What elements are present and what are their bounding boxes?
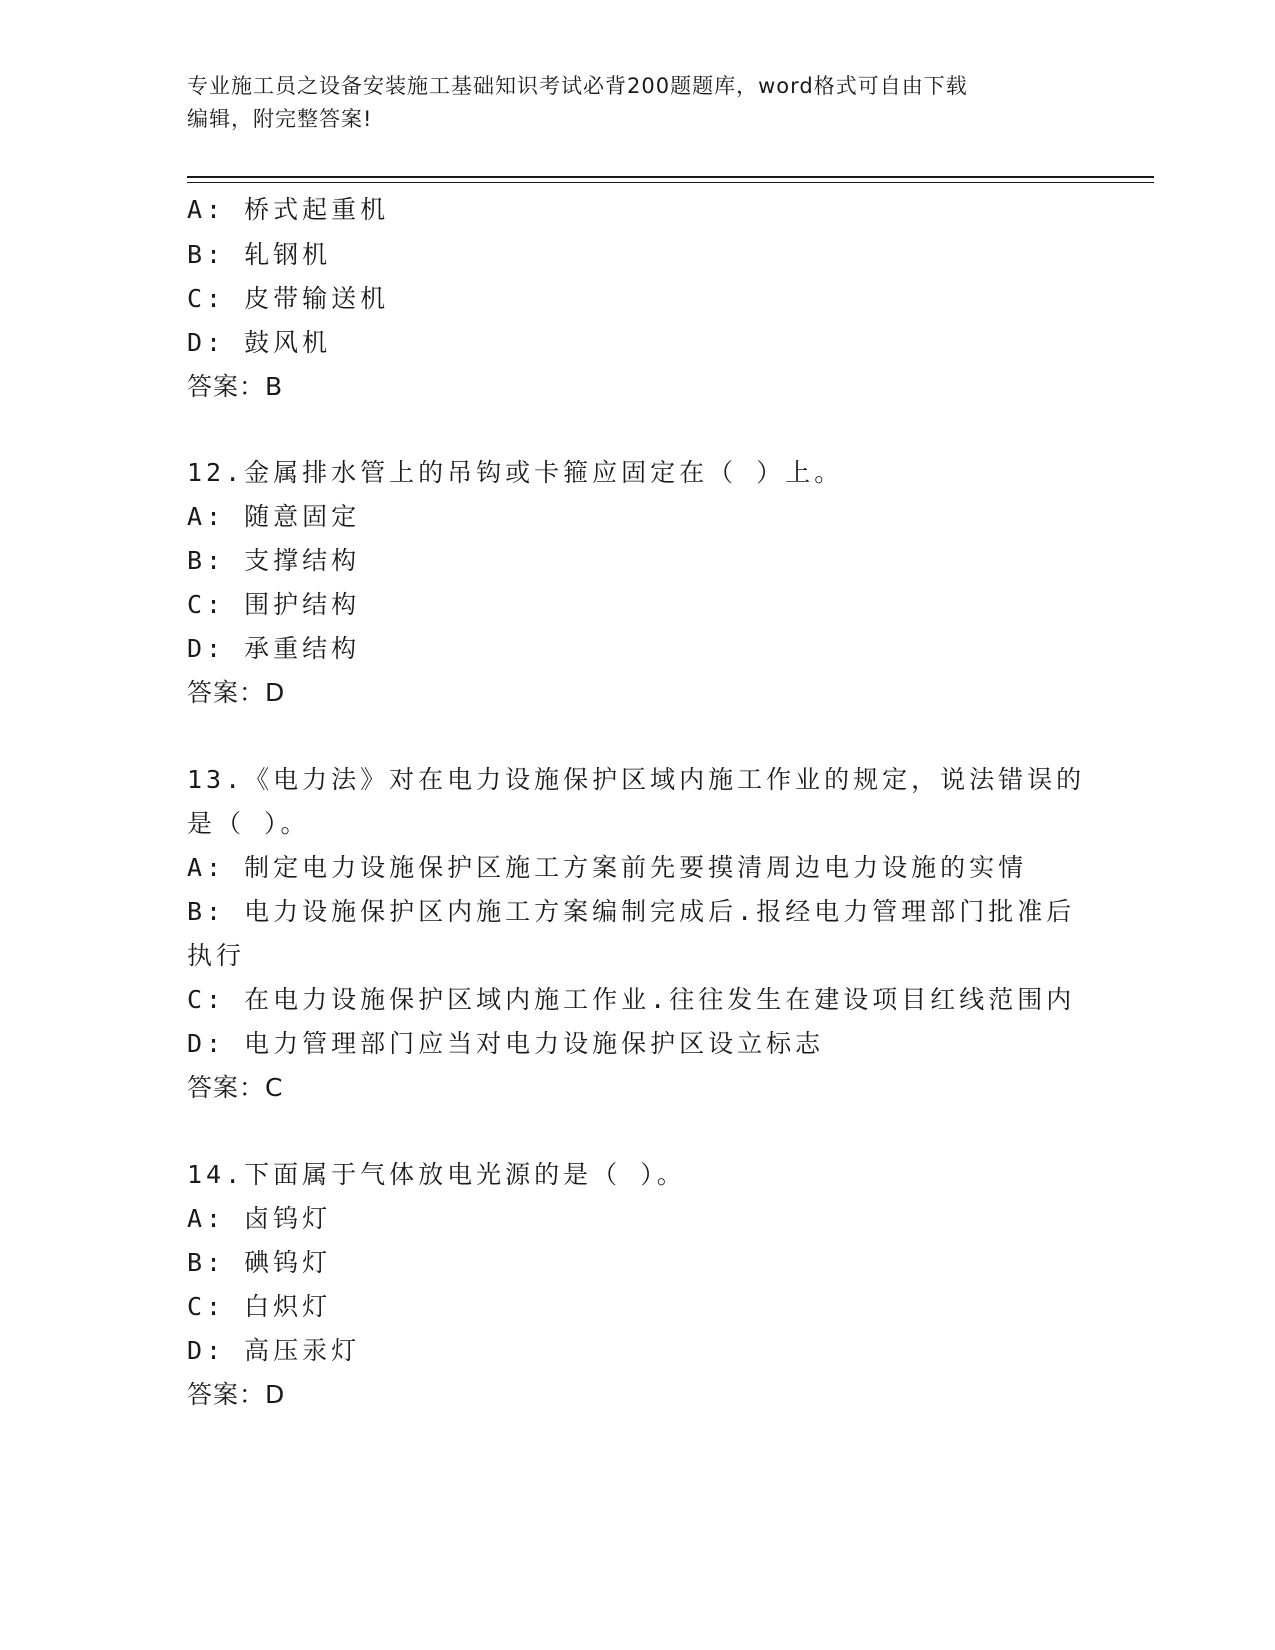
q14-question: 14.下面属于气体放电光源的是（ ）。: [187, 1160, 686, 1189]
q13-question-line-2: 是（ ）。: [187, 809, 310, 838]
q11-option-d: D: 鼓风机: [187, 328, 332, 357]
q12-option-b: B: 支撑结构: [187, 546, 361, 575]
header-line-2: 编辑，附完整答案!: [187, 107, 373, 131]
header-rule: [187, 176, 1154, 178]
q13-option-a: A: 制定电力设施保护区施工方案前先要摸清周边电力设施的实情: [187, 853, 1028, 882]
q12-option-a: A: 随意固定: [187, 502, 361, 531]
q12-question: 12.金属排水管上的吊钩或卡箍应固定在（ ）上。: [187, 458, 844, 487]
q13-option-b-line-2: 执行: [187, 941, 246, 970]
q11-answer: 答案：B: [187, 372, 284, 401]
q13-question-line-1: 13.《电力法》对在电力设施保护区域内施工作业的规定，说法错误的: [187, 765, 1086, 794]
q12-option-d: D: 承重结构: [187, 634, 361, 663]
document-header: [187, 70, 1087, 136]
q14-option-a: A: 卤钨灯: [187, 1204, 332, 1233]
q13-option-b-line-1: B: 电力设施保护区内施工方案编制完成后.报经电力管理部门批准后: [187, 897, 1076, 926]
q11-option-b: B: 轧钢机: [187, 240, 332, 269]
q11-option-c: C: 皮带输送机: [187, 284, 390, 313]
q13-option-d: D: 电力管理部门应当对电力设施保护区设立标志: [187, 1029, 825, 1058]
q12-option-c: C: 围护结构: [187, 590, 361, 619]
header-rule-thin: [187, 182, 1154, 183]
q14-answer: 答案：D: [187, 1380, 286, 1409]
q12-answer: 答案：D: [187, 678, 286, 707]
q14-option-d: D: 高压汞灯: [187, 1336, 361, 1365]
q11-option-a: A: 桥式起重机: [187, 195, 390, 224]
q14-option-c: C: 白炽灯: [187, 1292, 332, 1321]
q13-option-c: C: 在电力设施保护区域内施工作业.往往发生在建设项目红线范围内: [187, 985, 1076, 1014]
q13-answer: 答案：C: [187, 1073, 284, 1102]
q14-option-b: B: 碘钨灯: [187, 1248, 332, 1277]
header-line-1: 专业施工员之设备安装施工基础知识考试必背200题题库，word格式可自由下载: [187, 74, 968, 98]
